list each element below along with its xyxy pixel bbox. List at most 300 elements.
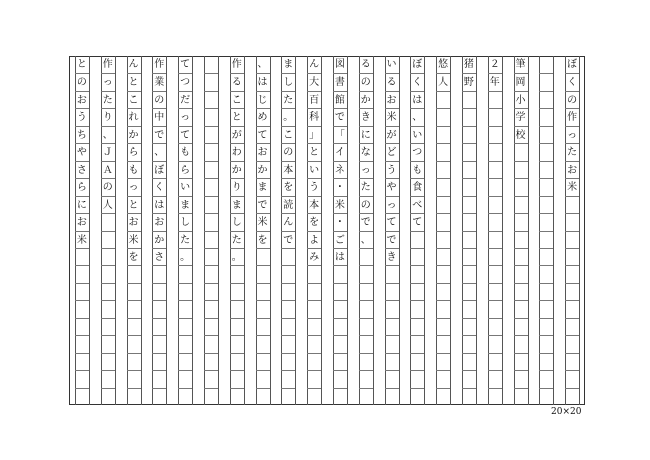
grid-cell: ん: [128, 59, 139, 70]
grid-cell: [178, 265, 192, 282]
grid-cell: [514, 283, 528, 300]
grid-cell: イ: [333, 143, 347, 160]
grid-cell: [514, 370, 528, 387]
grid-cell: [204, 161, 218, 178]
grid-cell: [281, 318, 295, 335]
grid-cell: [436, 370, 450, 387]
grid-cell: 、: [101, 126, 115, 143]
grid-cell: [488, 370, 502, 387]
grid-cell: ・: [333, 178, 347, 195]
grid-cell: [204, 265, 218, 282]
grid-cell: み: [307, 248, 321, 265]
grid-cell: [514, 161, 528, 178]
grid-cell: い: [386, 59, 397, 70]
grid-cell: 館: [333, 91, 347, 108]
grid-cell: お: [256, 143, 270, 160]
grid-cell: [359, 388, 373, 405]
grid-cell: う: [75, 108, 89, 125]
grid-cell: な: [359, 143, 373, 160]
grid-cell: [514, 248, 528, 265]
manuscript-column: [152, 56, 166, 405]
grid-cell: と: [76, 59, 87, 70]
grid-cell: [539, 108, 553, 125]
grid-cell: [385, 300, 399, 317]
grid-cell: き: [385, 248, 399, 265]
grid-cell: [539, 161, 553, 178]
grid-cell: [127, 388, 141, 405]
grid-cell: い: [307, 161, 321, 178]
grid-cell: は: [256, 73, 270, 90]
grid-cell: [436, 353, 450, 370]
grid-cell: [514, 300, 528, 317]
grid-cell: [127, 318, 141, 335]
grid-cell: ま: [256, 178, 270, 195]
column-border: [553, 56, 554, 405]
grid-cell: お: [152, 213, 166, 230]
grid-cell: こ: [127, 91, 141, 108]
grid-cell: か: [127, 126, 141, 143]
grid-cell: か: [359, 91, 373, 108]
grid-cell: じ: [256, 91, 270, 108]
grid-cell: [230, 300, 244, 317]
grid-cell: [488, 143, 502, 160]
grid-cell: [256, 300, 270, 317]
grid-cell: て: [178, 126, 192, 143]
grid-cell: [256, 283, 270, 300]
grid-cell: [307, 353, 321, 370]
grid-cell: [462, 388, 476, 405]
grid-cell: [539, 196, 553, 213]
grid-cell: [539, 353, 553, 370]
column-border: [502, 56, 503, 405]
grid-cell: [514, 196, 528, 213]
grid-cell: [565, 265, 579, 282]
grid-cell: [385, 283, 399, 300]
grid-cell: [75, 300, 89, 317]
grid-cell: く: [410, 73, 424, 90]
grid-cell: 食: [410, 178, 424, 195]
grid-cell: [281, 265, 295, 282]
grid-cell: [565, 318, 579, 335]
grid-cell: [230, 318, 244, 335]
grid-cell: [436, 231, 450, 248]
grid-cell: う: [307, 178, 321, 195]
grid-cell: [488, 213, 502, 230]
grid-cell: [127, 353, 141, 370]
grid-cell: の: [152, 91, 166, 108]
grid-cell: だ: [178, 91, 192, 108]
grid-cell: [436, 213, 450, 230]
grid-cell: ん: [281, 213, 295, 230]
grid-cell: [410, 231, 424, 248]
grid-cell: 筆: [515, 59, 526, 70]
grid-cell: [410, 370, 424, 387]
grid-cell: [101, 388, 115, 405]
grid-cell: ぼ: [567, 59, 578, 70]
grid-cell: [152, 353, 166, 370]
grid-cell: [488, 318, 502, 335]
grid-cell: [359, 300, 373, 317]
column-border: [244, 56, 245, 405]
grid-cell: お: [565, 161, 579, 178]
grid-cell: [152, 283, 166, 300]
grid-cell: か: [230, 161, 244, 178]
grid-cell: [462, 196, 476, 213]
grid-cell: て: [385, 213, 399, 230]
grid-cell: よ: [307, 231, 321, 248]
grid-cell: ち: [75, 126, 89, 143]
grid-cell: [539, 91, 553, 108]
grid-cell: お: [75, 213, 89, 230]
grid-cell: ご: [333, 231, 347, 248]
grid-cell: [514, 143, 528, 160]
grid-cell: [359, 335, 373, 352]
grid-cell: [488, 196, 502, 213]
grid-cell: [539, 73, 553, 90]
grid-cell: [514, 388, 528, 405]
manuscript-sheet: [69, 56, 585, 405]
grid-cell: [101, 283, 115, 300]
grid-cell: 悠: [438, 59, 449, 70]
grid-cell: 読: [281, 196, 295, 213]
grid-cell: う: [385, 161, 399, 178]
grid-cell: [281, 248, 295, 265]
grid-cell: は: [410, 91, 424, 108]
grid-cell: [514, 353, 528, 370]
grid-cell: 人: [436, 73, 450, 90]
grid-cell: め: [256, 108, 270, 125]
grid-cell: お: [127, 213, 141, 230]
grid-cell: [462, 335, 476, 352]
grid-cell: [488, 91, 502, 108]
grid-cell: [256, 370, 270, 387]
grid-cell: [462, 300, 476, 317]
grid-cell: [539, 283, 553, 300]
grid-cell: [204, 108, 218, 125]
grid-cell: [178, 283, 192, 300]
grid-cell: [436, 265, 450, 282]
grid-cell: [565, 353, 579, 370]
grid-cell: [436, 300, 450, 317]
grid-cell: [359, 370, 373, 387]
manuscript-column: [462, 56, 476, 405]
grid-cell: Ａ: [101, 161, 115, 178]
grid-cell: [152, 388, 166, 405]
grid-cell: っ: [565, 126, 579, 143]
grid-cell: を: [256, 231, 270, 248]
grid-cell: ２: [489, 59, 500, 70]
grid-cell: [565, 196, 579, 213]
grid-cell: [204, 143, 218, 160]
grid-cell: [281, 283, 295, 300]
grid-cell: り: [230, 178, 244, 195]
grid-cell: い: [410, 126, 424, 143]
grid-cell: [539, 178, 553, 195]
grid-cell: [204, 56, 218, 73]
manuscript-column: [410, 56, 424, 405]
grid-cell: し: [178, 213, 192, 230]
grid-cell: で: [256, 196, 270, 213]
grid-cell: [462, 108, 476, 125]
grid-cell: [359, 318, 373, 335]
grid-cell: た: [230, 231, 244, 248]
grid-cell: か: [152, 231, 166, 248]
grid-cell: る: [360, 59, 371, 70]
grid-cell: [256, 248, 270, 265]
grid-cell: 米: [256, 213, 270, 230]
grid-cell: [410, 248, 424, 265]
grid-cell: た: [178, 231, 192, 248]
grid-cell: [281, 388, 295, 405]
grid-cell: [101, 248, 115, 265]
grid-cell: で: [333, 108, 347, 125]
grid-cell: き: [359, 108, 373, 125]
grid-cell: 本: [281, 161, 295, 178]
grid-cell: 米: [333, 196, 347, 213]
grid-cell: [333, 283, 347, 300]
grid-cell: [101, 231, 115, 248]
grid-cell: [152, 370, 166, 387]
grid-cell: [436, 143, 450, 160]
grid-cell: 米: [127, 231, 141, 248]
grid-cell: [436, 178, 450, 195]
column-border: [373, 56, 374, 405]
grid-cell: [539, 388, 553, 405]
column-border: [476, 56, 477, 405]
grid-cell: [539, 335, 553, 352]
grid-cell: [204, 300, 218, 317]
grid-cell: [256, 353, 270, 370]
grid-cell: 米: [75, 231, 89, 248]
grid-cell: [436, 248, 450, 265]
grid-cell: [462, 318, 476, 335]
grid-cell: [256, 265, 270, 282]
grid-cell: の: [101, 178, 115, 195]
grid-cell: [230, 265, 244, 282]
grid-cell: ど: [385, 143, 399, 160]
grid-cell: [385, 318, 399, 335]
grid-cell: も: [410, 161, 424, 178]
grid-size-label: 20×20: [551, 407, 582, 417]
column-border: [218, 56, 219, 405]
grid-cell: [462, 370, 476, 387]
grid-cell: っ: [127, 178, 141, 195]
grid-cell: [410, 300, 424, 317]
grid-cell: れ: [127, 108, 141, 125]
grid-cell: の: [359, 73, 373, 90]
grid-cell: 」: [307, 126, 321, 143]
grid-cell: [333, 370, 347, 387]
manuscript-column: [127, 56, 141, 405]
grid-cell: [152, 300, 166, 317]
grid-cell: と: [230, 108, 244, 125]
grid-cell: [539, 265, 553, 282]
manuscript-column: [101, 56, 115, 405]
grid-cell: [307, 300, 321, 317]
grid-cell: お: [75, 91, 89, 108]
grid-cell: [204, 318, 218, 335]
grid-cell: [539, 300, 553, 317]
grid-cell: 。: [230, 248, 244, 265]
grid-cell: [307, 318, 321, 335]
grid-cell: っ: [101, 73, 115, 90]
manuscript-column: [488, 56, 502, 405]
grid-cell: 。: [178, 248, 192, 265]
grid-cell: 作: [102, 59, 113, 70]
grid-cell: [178, 335, 192, 352]
grid-cell: [565, 335, 579, 352]
grid-cell: [462, 248, 476, 265]
grid-cell: [359, 248, 373, 265]
grid-cell: [307, 265, 321, 282]
grid-cell: [204, 91, 218, 108]
grid-cell: [178, 318, 192, 335]
grid-cell: 年: [488, 73, 502, 90]
grid-cell: [565, 283, 579, 300]
grid-cell: べ: [410, 196, 424, 213]
grid-cell: 米: [385, 108, 399, 125]
grid-cell: ネ: [333, 161, 347, 178]
grid-cell: [178, 370, 192, 387]
grid-cell: っ: [359, 161, 373, 178]
grid-cell: 書: [333, 73, 347, 90]
grid-cell: [539, 370, 553, 387]
grid-cell: [230, 370, 244, 387]
grid-cell: [230, 283, 244, 300]
manuscript-column: [539, 56, 553, 405]
grid-cell: Ｊ: [101, 143, 115, 160]
grid-cell: [256, 318, 270, 335]
grid-cell: [127, 335, 141, 352]
column-border: [270, 56, 271, 405]
grid-cell: [539, 231, 553, 248]
grid-cell: [462, 178, 476, 195]
grid-cell: [307, 388, 321, 405]
grid-cell: [333, 265, 347, 282]
manuscript-column: [436, 56, 450, 405]
grid-cell: [488, 335, 502, 352]
column-border: [115, 56, 116, 405]
grid-cell: 作: [231, 59, 242, 70]
grid-cell: [101, 370, 115, 387]
grid-cell: [152, 318, 166, 335]
grid-cell: や: [75, 143, 89, 160]
grid-cell: の: [359, 196, 373, 213]
grid-cell: [204, 248, 218, 265]
grid-cell: [75, 318, 89, 335]
grid-cell: [436, 161, 450, 178]
grid-cell: [204, 213, 218, 230]
grid-cell: [410, 283, 424, 300]
grid-cell: [436, 283, 450, 300]
grid-cell: り: [101, 108, 115, 125]
grid-cell: [539, 248, 553, 265]
grid-cell: [488, 388, 502, 405]
grid-cell: [488, 248, 502, 265]
grid-cell: く: [152, 178, 166, 195]
grid-cell: [565, 231, 579, 248]
grid-cell: [488, 126, 502, 143]
grid-cell: て: [180, 59, 191, 70]
grid-cell: [488, 353, 502, 370]
grid-cell: [462, 161, 476, 178]
grid-cell: 本: [307, 196, 321, 213]
grid-cell: も: [127, 161, 141, 178]
grid-cell: [204, 335, 218, 352]
grid-cell: お: [385, 91, 399, 108]
grid-cell: 。: [281, 108, 295, 125]
grid-cell: [101, 265, 115, 282]
grid-cell: 、: [152, 143, 166, 160]
grid-cell: 作: [154, 59, 165, 70]
grid-cell: 、: [410, 108, 424, 125]
grid-cell: [410, 353, 424, 370]
grid-cell: [101, 300, 115, 317]
grid-cell: ぼ: [152, 161, 166, 178]
grid-cell: っ: [178, 108, 192, 125]
grid-cell: [514, 335, 528, 352]
grid-cell: こ: [230, 91, 244, 108]
grid-cell: 校: [514, 126, 528, 143]
grid-cell: 、: [359, 231, 373, 248]
grid-cell: [488, 265, 502, 282]
column-border: [424, 56, 425, 405]
grid-cell: で: [152, 126, 166, 143]
grid-cell: こ: [281, 126, 295, 143]
grid-cell: [127, 300, 141, 317]
grid-cell: ら: [178, 161, 192, 178]
grid-cell: [281, 370, 295, 387]
grid-cell: [127, 370, 141, 387]
grid-cell: 図: [334, 59, 345, 70]
grid-cell: [410, 265, 424, 282]
grid-cell: [204, 353, 218, 370]
grid-cell: や: [385, 178, 399, 195]
column-border: [166, 56, 167, 405]
grid-cell: [178, 353, 192, 370]
grid-cell: [385, 388, 399, 405]
grid-cell: [462, 265, 476, 282]
grid-cell: ん: [309, 59, 320, 70]
grid-cell: く: [565, 73, 579, 90]
grid-cell: ま: [178, 196, 192, 213]
grid-cell: の: [75, 73, 89, 90]
grid-cell: 「: [333, 126, 347, 143]
manuscript-column: [514, 56, 528, 405]
grid-cell: [539, 143, 553, 160]
grid-cell: し: [230, 213, 244, 230]
grid-cell: [333, 388, 347, 405]
grid-cell: [333, 353, 347, 370]
grid-cell: い: [178, 178, 192, 195]
grid-cell: [256, 335, 270, 352]
grid-cell: た: [101, 91, 115, 108]
manuscript-column: [307, 56, 321, 405]
grid-cell: [101, 213, 115, 230]
grid-cell: [359, 265, 373, 282]
grid-cell: 学: [514, 108, 528, 125]
grid-cell: 猪: [463, 59, 474, 70]
grid-cell: [307, 370, 321, 387]
column-border: [295, 56, 296, 405]
column-border: [192, 56, 193, 405]
grid-cell: [152, 335, 166, 352]
grid-cell: [462, 143, 476, 160]
grid-cell: さ: [152, 248, 166, 265]
grid-cell: [462, 231, 476, 248]
grid-cell: 大: [307, 73, 321, 90]
grid-cell: [436, 91, 450, 108]
